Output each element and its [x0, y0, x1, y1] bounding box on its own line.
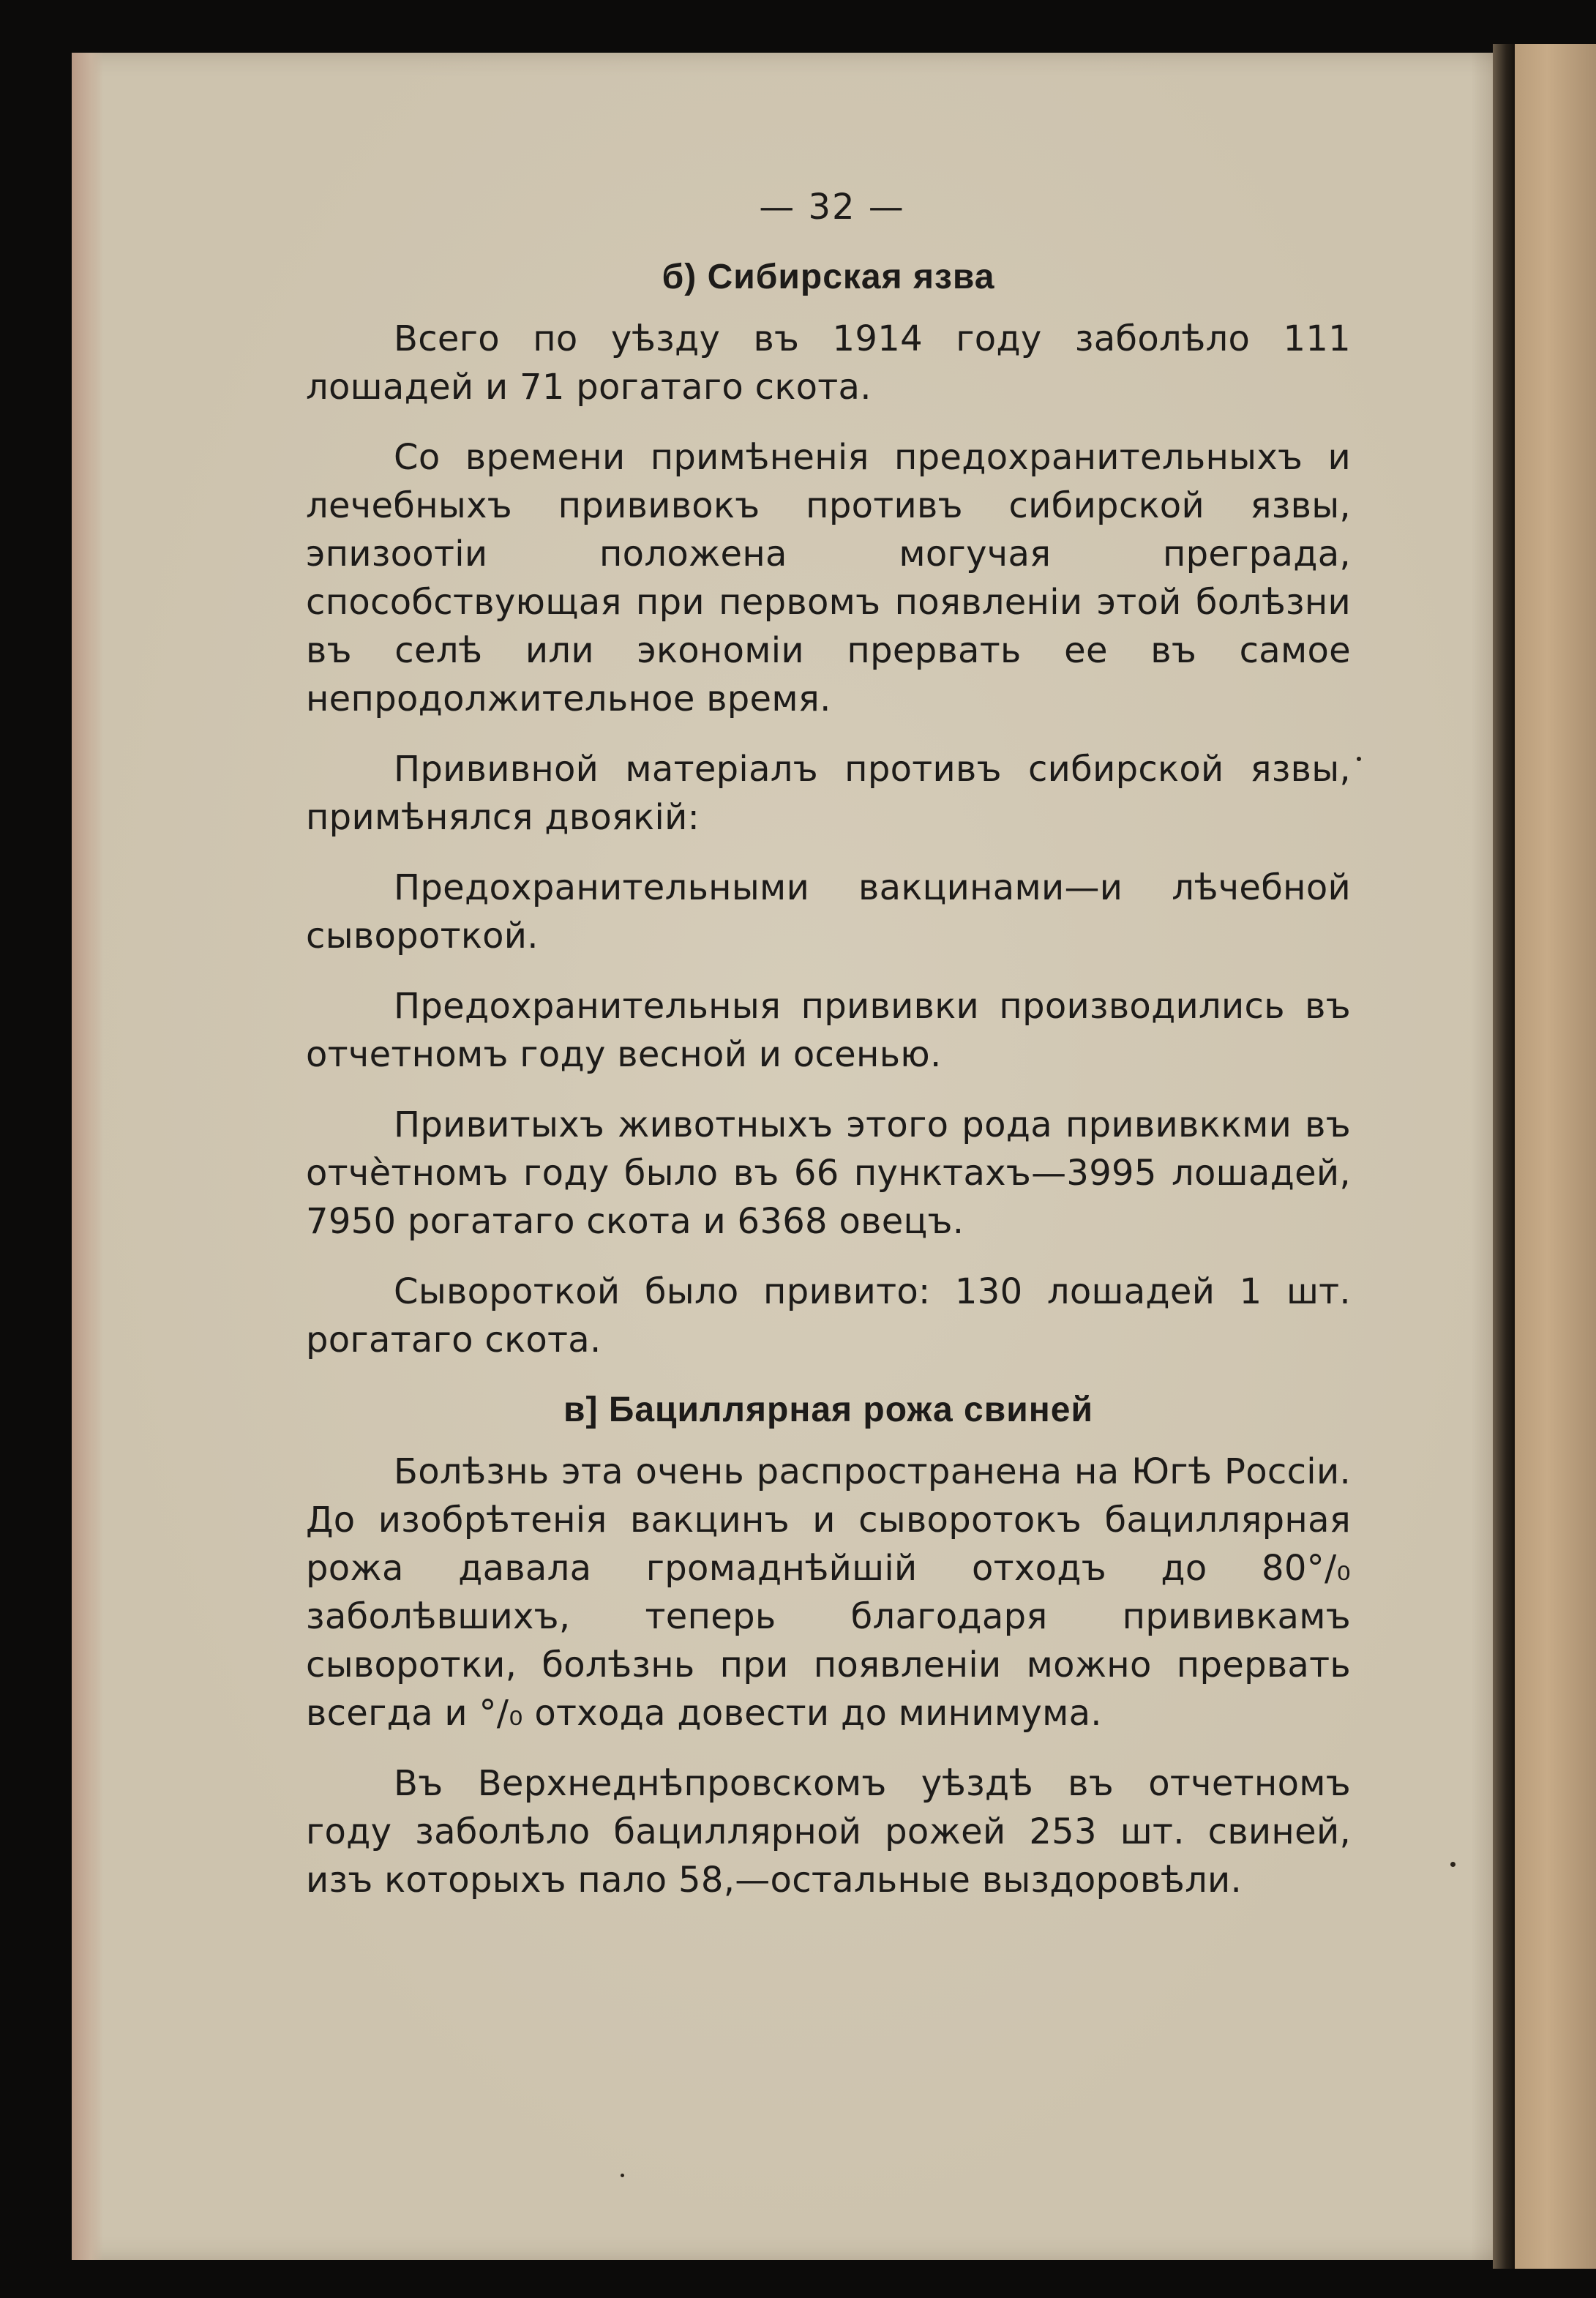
paper-speck: [1357, 757, 1361, 761]
book-spine: [1493, 44, 1515, 2269]
paper-speck: [1450, 1862, 1455, 1867]
page-number: — 32 —: [759, 187, 905, 228]
paragraph: Предохранительными вакцинами—и лѣчебной сывороткой.: [306, 867, 1351, 957]
paragraph: Предохранительныя прививки производились въ отчетномъ году весной и осенью.: [306, 986, 1351, 1075]
section-heading-swine-erysipelas: в] Бациллярная рожа свиней: [563, 1391, 1093, 1429]
paper-speck: [621, 2174, 624, 2177]
page-edge: [72, 53, 104, 2260]
adjacent-page-edge: [1515, 44, 1596, 2269]
paragraph: Привитыхъ животныхъ этого рода прививккми въ отчѐтномъ году было въ 66 пунктахъ—3995 лошадей, 7950 рогатаго скота и 6368 овецъ.: [306, 1104, 1351, 1242]
paragraph: Прививной матеріалъ противъ сибирской язвы, примѣнялся двоякій:: [306, 749, 1351, 838]
paragraph: Всего по уѣзду въ 1914 году заболѣло 111 лошадей и 71 рогатаго скота.: [306, 318, 1351, 408]
paragraph: Болѣзнь эта очень распространена на Югѣ Россіи. До изобрѣтенія вакцинъ и сыворотокъ бациллярная рожа давала громаднѣйшій отходъ до 80°/₀ заболѣвшихъ, теперь благодаря прививкамъ сыворотки, болѣзнь при появленіи можно прервать всегда и °/₀ отхода довести до минимума.: [306, 1451, 1351, 1734]
paragraph: Въ Верхнеднѣпровскомъ уѣздѣ въ отчетномъ году заболѣло бациллярной рожей 253 шт. свиней, изъ которыхъ пало 58,—остальные выздоровѣли.: [306, 1763, 1351, 1901]
paragraph: Со времени примѣненія предохранительныхъ и лечебныхъ прививокъ противъ сибирской язвы, эпизоотіи положена могучая преграда, способствующая при первомъ появленіи этой болѣзни въ селѣ или экономіи прервать ее въ самое непродолжительное время.: [306, 437, 1351, 719]
paragraph: Сывороткой было привито: 130 лошадей 1 шт. рогатаго скота.: [306, 1271, 1351, 1361]
section-heading-anthrax: б) Сибирская язва: [662, 258, 995, 296]
page-text: [306, 183, 1351, 1926]
